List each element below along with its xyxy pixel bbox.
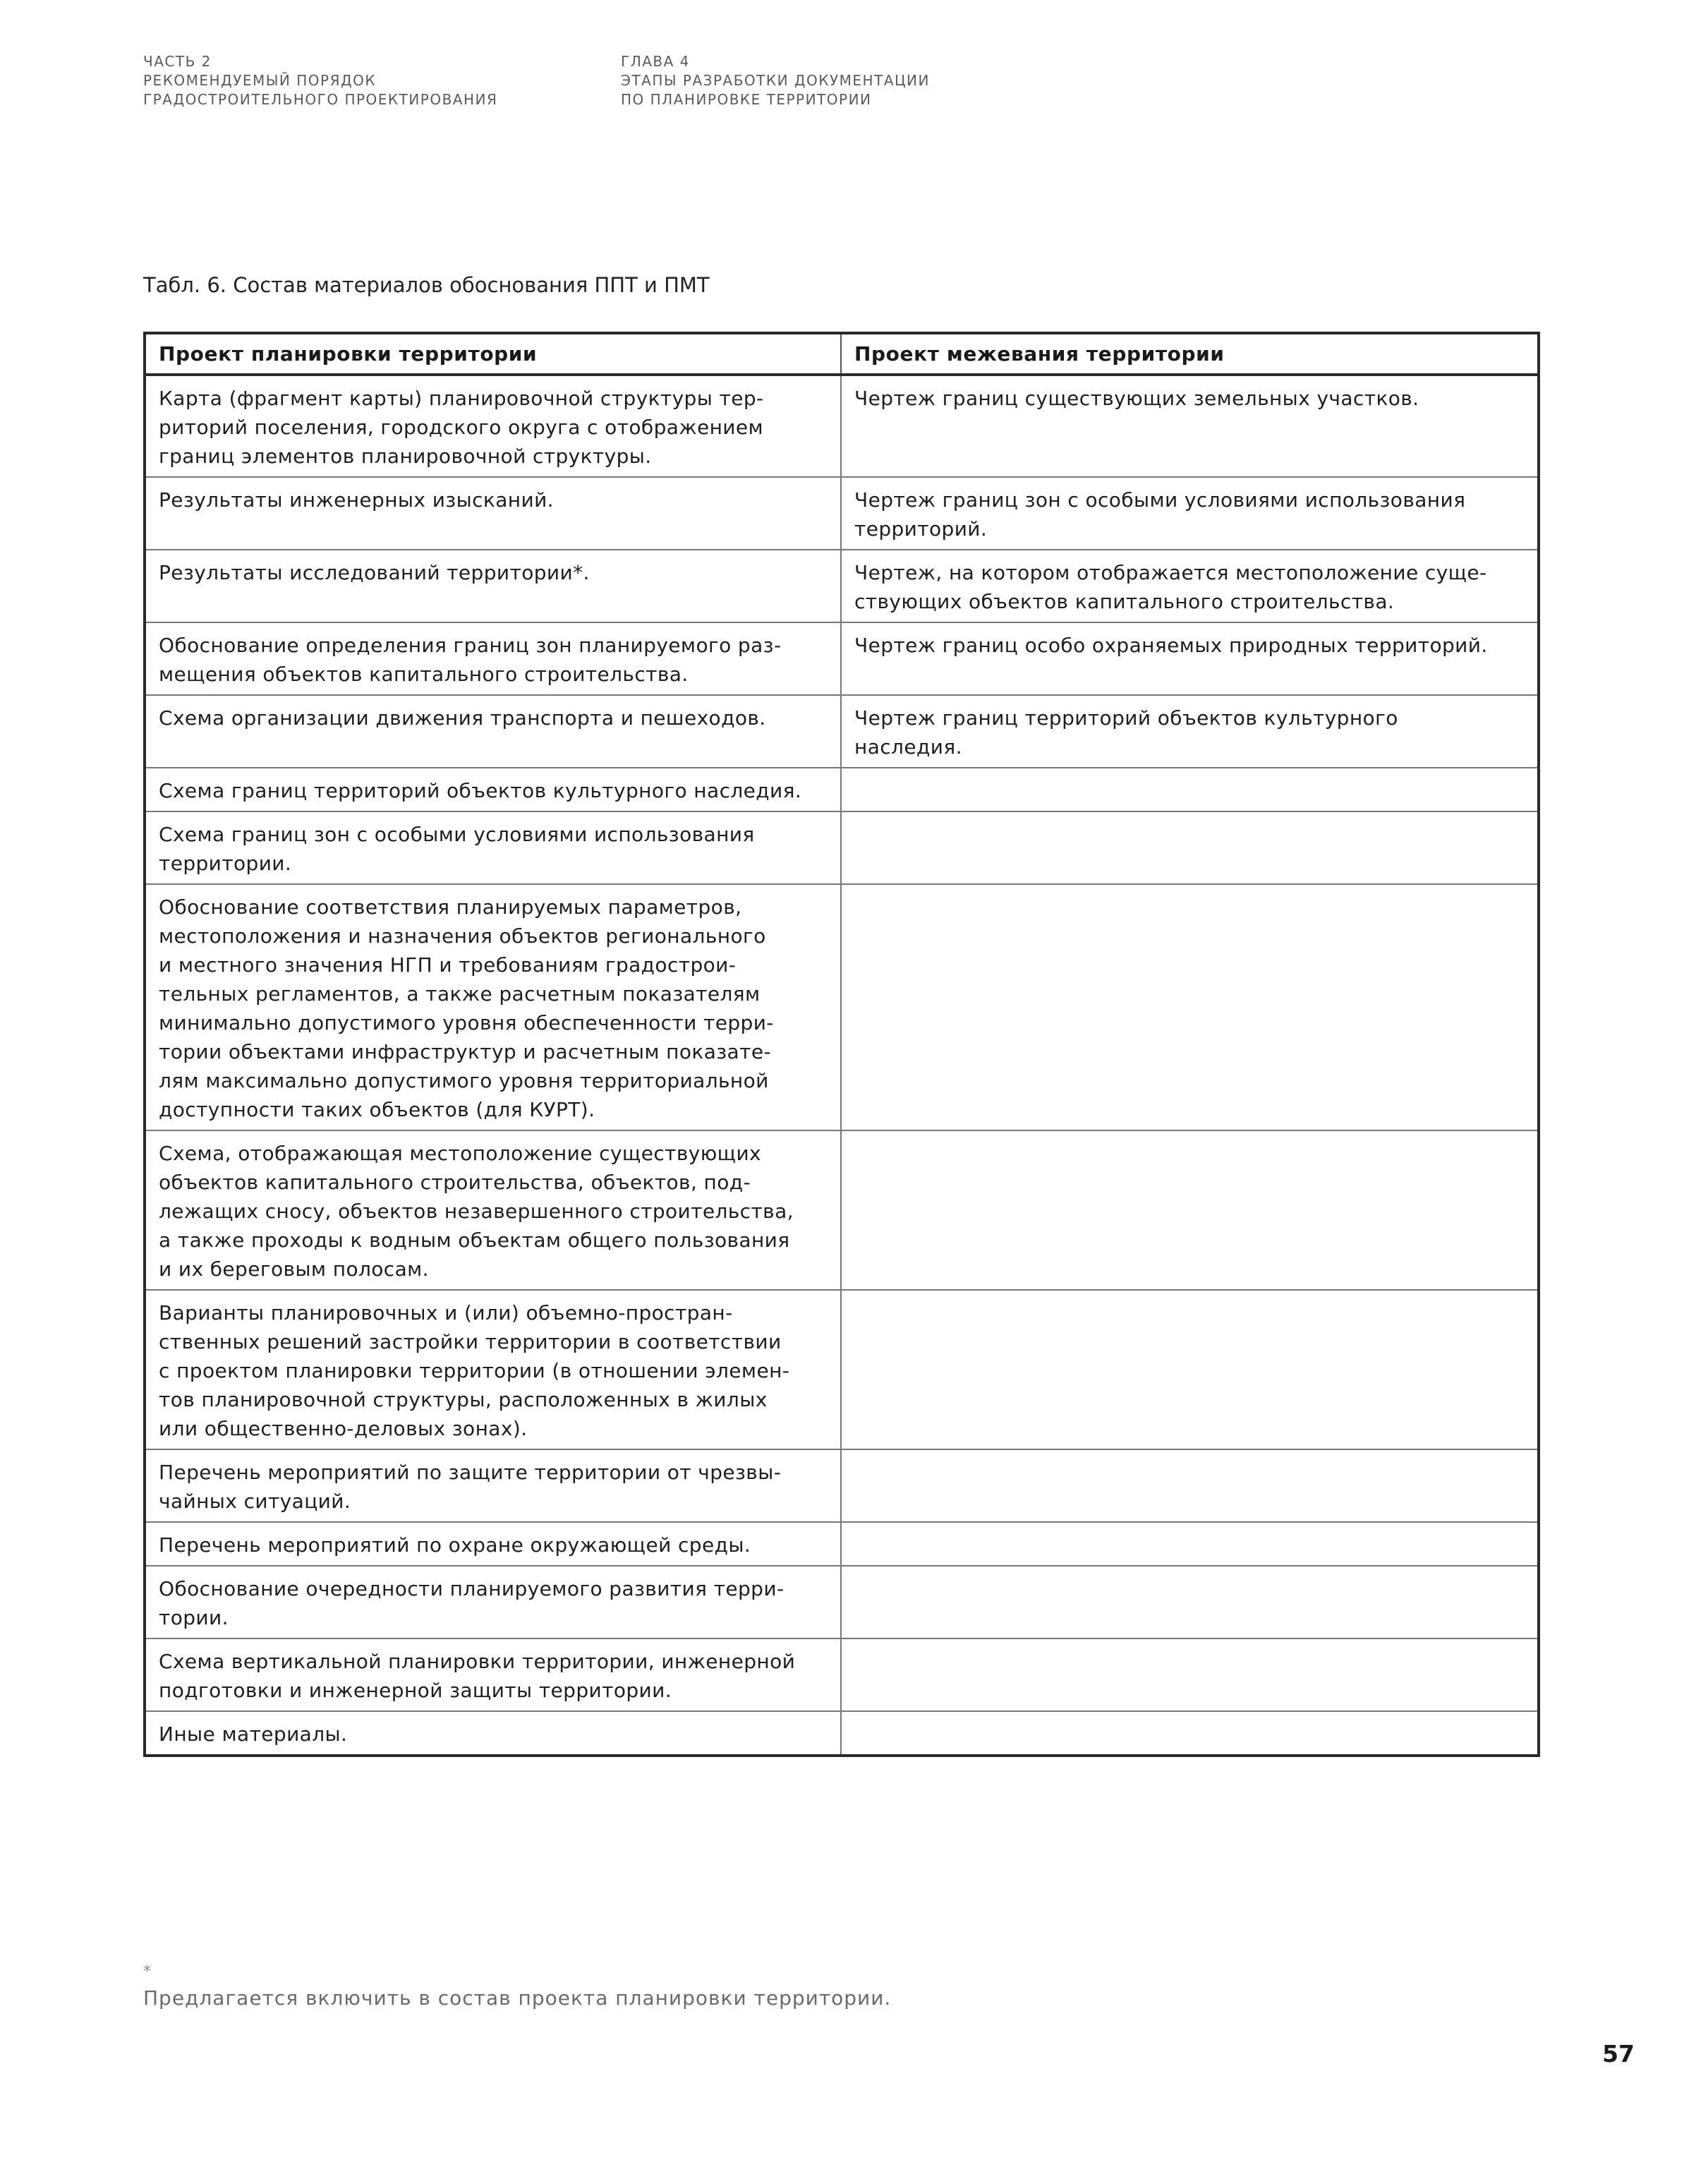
footnote-text: Предлагается включить в состав проекта планировки территории. bbox=[143, 1986, 892, 2010]
table-caption: Табл. 6. Состав материалов обоснования ППТ и ПМТ bbox=[143, 273, 710, 297]
materials-table bbox=[143, 332, 1540, 1757]
table-row bbox=[145, 884, 1539, 1130]
planning-project-cell: Иные материалы. bbox=[145, 1711, 841, 1756]
surveying-project-cell: Чертеж, на котором отображается местоположение суще- ствующих объектов капитального строительства. bbox=[841, 550, 1539, 622]
table-row bbox=[145, 375, 1539, 477]
surveying-project-cell: Чертеж границ территорий объектов культурного наследия. bbox=[841, 695, 1539, 768]
surveying-project-cell bbox=[841, 1566, 1539, 1638]
planning-project-cell: Схема вертикальной планировки территории, инженерной подготовки и инженерной защиты территории. bbox=[145, 1638, 841, 1711]
running-head-line: РЕКОМЕНДУЕМЫЙ ПОРЯДОК bbox=[143, 72, 377, 89]
planning-project-cell: Обоснование соответствия планируемых параметров, местоположения и назначения объектов регионального и местного значения НГП и требованиям градострои- тельных регламентов, а также расчетным показателям минимально допустимого уровня обеспеченности терри- тории объектами инфраструктур и расчетным показате- лям максимально допустимого уровня территориальной доступности таких объектов (для КУРТ). bbox=[145, 884, 841, 1130]
surveying-project-cell bbox=[841, 884, 1539, 1130]
surveying-project-cell bbox=[841, 1130, 1539, 1290]
table-row bbox=[145, 477, 1539, 550]
table-row bbox=[145, 768, 1539, 811]
column-header-planning: Проект планировки территории bbox=[145, 333, 841, 375]
surveying-project-cell bbox=[841, 1290, 1539, 1449]
footnote-mark: * bbox=[143, 1963, 151, 1981]
running-head-line: ГЛАВА 4 bbox=[621, 53, 690, 70]
running-head-line: ЧАСТЬ 2 bbox=[143, 53, 212, 70]
running-head-line: ПО ПЛАНИРОВКЕ ТЕРРИТОРИИ bbox=[621, 91, 872, 108]
table-row bbox=[145, 550, 1539, 622]
table-row bbox=[145, 1290, 1539, 1449]
planning-project-cell: Обоснование очередности планируемого развития терри- тории. bbox=[145, 1566, 841, 1638]
planning-project-cell: Варианты планировочных и (или) объемно-простран- ственных решений застройки территории в соответствии с проектом планировки территории (в отношении элемен- тов планировочной структуры, расположенных в жилых или общественно-деловых зонах). bbox=[145, 1290, 841, 1449]
table-row bbox=[145, 1130, 1539, 1290]
surveying-project-cell bbox=[841, 811, 1539, 884]
table-row bbox=[145, 1638, 1539, 1711]
table-row bbox=[145, 695, 1539, 768]
planning-project-cell: Перечень мероприятий по охране окружающей среды. bbox=[145, 1522, 841, 1566]
planning-project-cell: Схема границ территорий объектов культурного наследия. bbox=[145, 768, 841, 811]
column-header-surveying: Проект межевания территории bbox=[841, 333, 1539, 375]
planning-project-cell: Обоснование определения границ зон планируемого раз- мещения объектов капитального строительства. bbox=[145, 622, 841, 695]
table-row bbox=[145, 1522, 1539, 1566]
table-row bbox=[145, 622, 1539, 695]
surveying-project-cell: Чертеж границ зон с особыми условиями использования территорий. bbox=[841, 477, 1539, 550]
running-head-line: ЭТАПЫ РАЗРАБОТКИ ДОКУМЕНТАЦИИ bbox=[621, 72, 930, 89]
planning-project-cell: Схема границ зон с особыми условиями использования территории. bbox=[145, 811, 841, 884]
running-head-part bbox=[143, 52, 497, 109]
planning-project-cell: Результаты исследований территории*. bbox=[145, 550, 841, 622]
surveying-project-cell bbox=[841, 1638, 1539, 1711]
planning-project-cell: Перечень мероприятий по защите территории от чрезвы- чайных ситуаций. bbox=[145, 1449, 841, 1522]
planning-project-cell: Результаты инженерных изысканий. bbox=[145, 477, 841, 550]
surveying-project-cell bbox=[841, 1449, 1539, 1522]
page-number: 57 bbox=[1602, 2040, 1635, 2068]
surveying-project-cell: Чертеж границ существующих земельных участков. bbox=[841, 375, 1539, 477]
table-row bbox=[145, 1566, 1539, 1638]
table-header-row bbox=[145, 333, 1539, 375]
table-row bbox=[145, 811, 1539, 884]
surveying-project-cell bbox=[841, 1522, 1539, 1566]
running-head-chapter bbox=[621, 52, 930, 109]
table-body bbox=[145, 375, 1539, 1756]
planning-project-cell: Карта (фрагмент карты) планировочной структуры тер- риторий поселения, городского округа с отображением границ элементов планировочной структуры. bbox=[145, 375, 841, 477]
running-head-line: ГРАДОСТРОИТЕЛЬНОГО ПРОЕКТИРОВАНИЯ bbox=[143, 91, 498, 108]
surveying-project-cell bbox=[841, 1711, 1539, 1756]
surveying-project-cell: Чертеж границ особо охраняемых природных территорий. bbox=[841, 622, 1539, 695]
surveying-project-cell bbox=[841, 768, 1539, 811]
planning-project-cell: Схема организации движения транспорта и пешеходов. bbox=[145, 695, 841, 768]
table-row bbox=[145, 1711, 1539, 1756]
planning-project-cell: Схема, отображающая местоположение существующих объектов капитального строительства, объектов, под- лежащих сносу, объектов незавершенного строительства, а также проходы к водным объектам общего пользования и их береговым полосам. bbox=[145, 1130, 841, 1290]
table-row bbox=[145, 1449, 1539, 1522]
